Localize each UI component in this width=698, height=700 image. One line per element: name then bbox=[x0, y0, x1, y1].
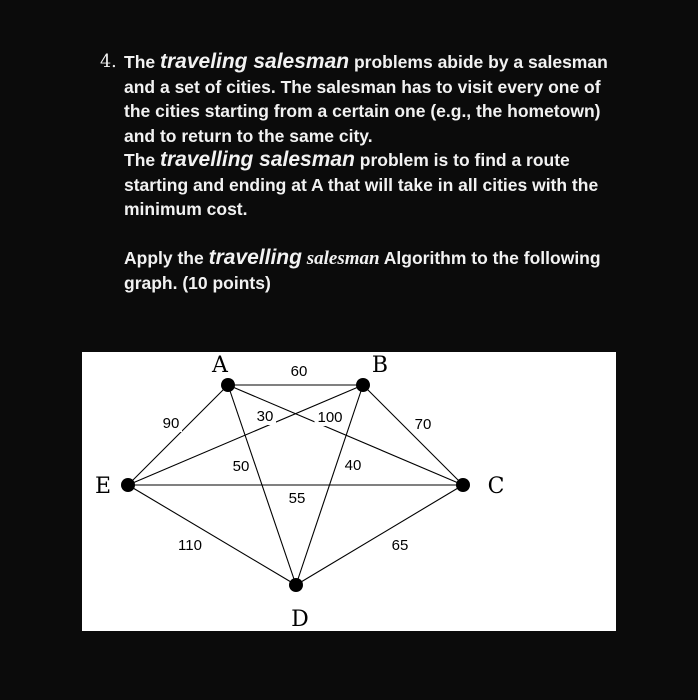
edge-C-D bbox=[296, 485, 463, 585]
node-B bbox=[356, 378, 370, 392]
p2-rest: problem is to find a route starting and ending at A that will take in all cities with the minimum cost. bbox=[124, 150, 599, 219]
weights-layer bbox=[160, 363, 434, 554]
edge-weight-A-E: 90 bbox=[162, 415, 180, 432]
question-number: 4. bbox=[100, 52, 117, 72]
p1-rest: problems abide by a salesman and a set of cities. The salesman has to visit every one of the cities starting from a certain one (e.g., the hometown) and to return to the same city. bbox=[124, 52, 608, 146]
p3-lead: Apply the bbox=[124, 247, 209, 268]
edge-E-D bbox=[128, 485, 296, 585]
edge-weight-E-D: 110 bbox=[178, 537, 202, 554]
term-salesman: salesman bbox=[301, 247, 380, 269]
p2-lead: The bbox=[124, 150, 160, 170]
node-D bbox=[289, 578, 303, 592]
node-C bbox=[456, 478, 470, 492]
node-label-C: C bbox=[487, 474, 505, 499]
edge-A-E bbox=[128, 385, 228, 485]
term-travelling-salesman: travelling salesman bbox=[159, 148, 355, 171]
node-label-D: D bbox=[291, 607, 309, 631]
node-A bbox=[221, 378, 235, 392]
paragraph-problem-goal bbox=[124, 148, 620, 222]
p3-rest: Algorithm to the following graph. (10 points) bbox=[124, 247, 601, 293]
edge-weight-A-D: 50 bbox=[232, 458, 250, 475]
graph-diagram bbox=[82, 352, 616, 631]
question-block bbox=[100, 50, 620, 296]
edge-weight-A-B: 60 bbox=[290, 363, 308, 380]
p1-lead: The bbox=[124, 52, 160, 72]
node-label-B: B bbox=[371, 353, 389, 378]
edge-weight-E-C: 55 bbox=[288, 490, 306, 507]
question-body bbox=[124, 50, 620, 296]
node-E bbox=[121, 478, 135, 492]
edge-weight-B-C: 70 bbox=[414, 416, 432, 433]
paragraph-problem-description bbox=[124, 50, 620, 148]
paragraph-instruction bbox=[124, 246, 620, 296]
node-label-E: E bbox=[94, 474, 112, 499]
paragraph-gap bbox=[124, 222, 620, 246]
edge-weight-A-C: 30 bbox=[256, 408, 274, 425]
edge-weight-B-E: 100 bbox=[317, 409, 343, 426]
edge-B-C bbox=[363, 385, 463, 485]
term-traveling-salesman: traveling salesman bbox=[159, 50, 350, 73]
graph-figure bbox=[82, 352, 616, 631]
edge-weight-C-D: 65 bbox=[391, 537, 409, 554]
term-travelling: travelling bbox=[208, 245, 302, 269]
edge-weight-B-D: 40 bbox=[344, 457, 362, 474]
node-label-A: A bbox=[212, 353, 228, 378]
